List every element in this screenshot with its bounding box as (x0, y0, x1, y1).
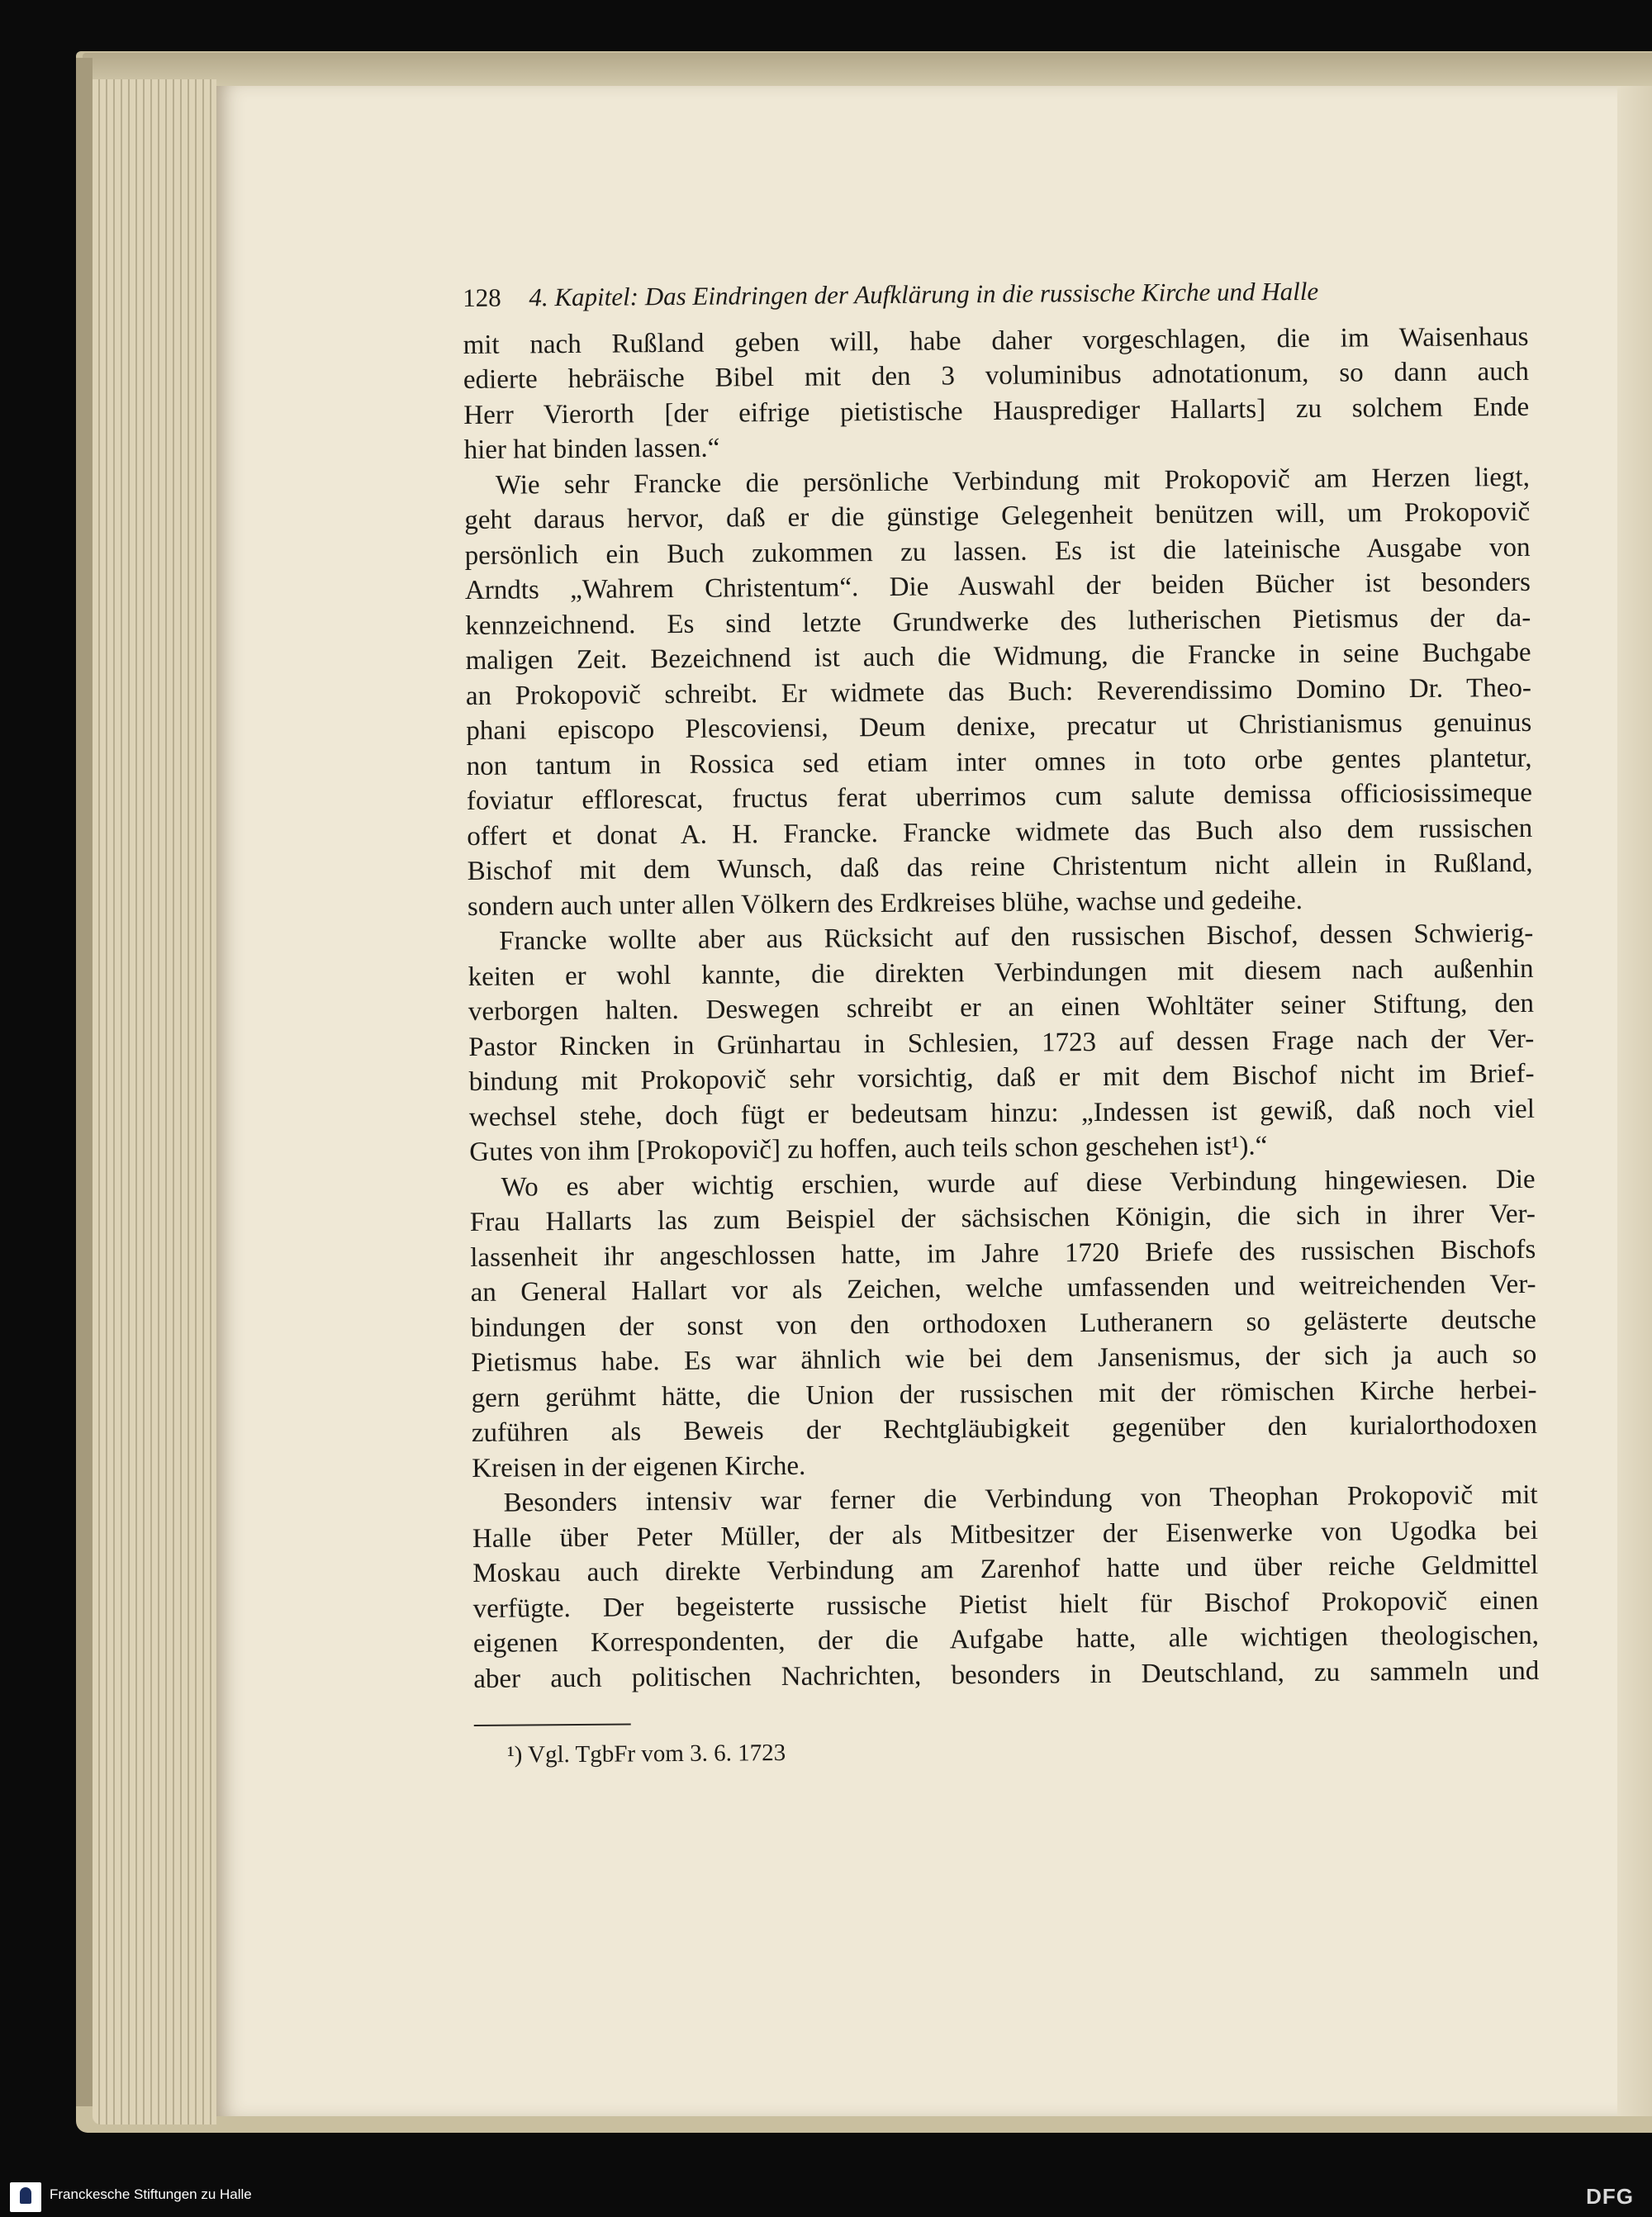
text-line: Frau Hallarts las zum Beispiel der sächsischen Königin, die sich in ihrer Ver- (469, 1199, 1536, 1237)
text-line: sondern auch unter allen Völkern des Erdkreises blühe, wachse und gedeihe. (467, 885, 1303, 922)
text-line: non tantum in Rossica sed etiam inter omnes in toto orbe gentes plantetur, (466, 743, 1532, 781)
page-stack-edges (93, 79, 216, 2124)
text-line: Francke wollte aber aus Rücksicht auf den russischen Bischof, dessen Schwierig- (499, 918, 1534, 957)
text-line: verborgen halten. Deswegen schreibt er an einen Wohltäter seiner Stiftung, den (468, 988, 1535, 1027)
text-line: maligen Zeit. Bezeichnend ist auch die Widmung, die Francke in seine Buchgabe (465, 637, 1531, 676)
logo-mark-icon (20, 2187, 31, 2204)
text-line: Pietismus habe. Es war ähnlich wie bei dem Jansenismus, der sich ja auch so (471, 1339, 1537, 1378)
text-line: Besonders intensiv war ferner die Verbindung von Theophan Prokopovič mit (503, 1479, 1538, 1518)
institution-name: Franckesche Stiftungen zu Halle (50, 2186, 252, 2202)
institution-logo-icon (10, 2182, 41, 2212)
running-head-title: 4. Kapitel: Das Eindringen der Aufklärung in die russische Kirche und Halle (529, 276, 1319, 312)
footnote-rule (474, 1723, 631, 1726)
text-line: phani episcopo Plescoviensi, Deum denixe, precatur ut Christianismus genuinus (466, 707, 1532, 746)
text-line: an Prokopovič schreibt. Er widmete das Buch: Reverendissimo Domino Dr. Theo- (465, 672, 1532, 711)
dfg-logo: DFG (1586, 2184, 1634, 2209)
page-right-edge (1617, 86, 1652, 2116)
viewer-footer-bar (0, 2176, 1652, 2217)
text-line: mit nach Rußland geben will, habe daher vorgeschlagen, die im Waisenhaus (463, 321, 1529, 360)
text-line: Arndts „Wahrem Christentum“. Die Auswahl der beiden Bücher ist besonders (464, 567, 1531, 605)
text-line: aber auch politischen Nachrichten, besonders in Deutschland, zu sammeln und (473, 1655, 1540, 1694)
text-line: eigenen Korrespondenten, der die Aufgabe hatte, alle wichtigen theologischen, (472, 1620, 1540, 1659)
text-line: Pastor Rincken in Grünhartau in Schlesien, 1723 auf dessen Frage nach der Ver- (468, 1023, 1535, 1062)
footnote: ¹) Vgl. TgbFr vom 3. 6. 1723 (506, 1739, 786, 1768)
text-line: Kreisen in der eigenen Kirche. (472, 1450, 806, 1484)
text-line: zuführen als Beweis der Rechtgläubigkeit gegenüber den kurialorthodoxen (471, 1409, 1538, 1448)
book-cover-strip (76, 58, 93, 2106)
text-line: gern gerühmt hätte, die Union der russischen mit der römischen Kirche herbei- (471, 1374, 1537, 1413)
text-line: bindungen der sonst von den orthodoxen Lutheranern so gelästerte deutsche (470, 1304, 1537, 1343)
text-line: edierte hebräische Bibel mit den 3 voluminibus adnotationum, so dann auch (463, 356, 1530, 395)
text-line: verfügte. Der begeisterte russische Pietist hielt für Bischof Prokopovič einen (472, 1585, 1539, 1624)
text-line: wechsel stehe, doch fügt er bedeutsam hinzu: „Indessen ist gewiß, daß noch viel (468, 1094, 1536, 1132)
text-line: Herr Vierorth [der eifrige pietistische Hausprediger Hallarts] zu solchem Ende (463, 392, 1530, 430)
text-line: Wie sehr Francke die persönliche Verbindung mit Prokopovič am Herzen liegt, (495, 462, 1531, 501)
text-line: an General Hallart vor als Zeichen, welche umfassenden und weitreichenden Ver- (470, 1269, 1536, 1308)
text-line: Moskau auch direkte Verbindung am Zarenhof hatte und über reiche Geldmittel (472, 1550, 1539, 1588)
text-line: hier hat binden lassen.“ (463, 433, 720, 465)
text-line: offert et donat A. H. Francke. Francke widmete das Buch also dem russischen (467, 813, 1533, 852)
running-header (463, 273, 1528, 316)
text-line: kennzeichnend. Es sind letzte Grundwerke des lutherischen Pietismus der da- (465, 602, 1531, 641)
text-line: keiten er wohl kannte, die direkten Verbindungen mit diesem nach außenhin (468, 953, 1534, 992)
text-line: persönlich ein Buch zukommen zu lassen. Es ist die lateinische Ausgabe von (464, 532, 1531, 571)
text-line: geht daraus hervor, daß er die günstige Gelegenheit benützen will, um Prokopovič (464, 496, 1531, 535)
text-line: foviatur efflorescat, fructus ferat uberrimos cum salute demissa officiosissimeque (466, 777, 1533, 816)
text-line: Gutes von ihm [Prokopovič] zu hoffen, auch teils schon geschehen ist¹).“ (469, 1131, 1268, 1167)
page-text-block (463, 273, 1540, 1773)
text-line: Bischof mit dem Wunsch, daß das reine Christentum nicht allein in Rußland, (467, 847, 1533, 886)
text-line: Halle über Peter Müller, der als Mitbesitzer der Eisenwerke von Ugodka bei (472, 1515, 1539, 1554)
text-line: bindung mit Prokopovič sehr vorsichtig, daß er mit dem Bischof nicht im Brief- (468, 1058, 1535, 1097)
text-line: lassenheit ihr angeschlossen hatte, im Jahre 1720 Briefe des russischen Bischofs (470, 1234, 1536, 1273)
text-line: Wo es aber wichtig erschien, wurde auf diese Verbindung hingewiesen. Die (501, 1164, 1536, 1203)
page-number: 128 (463, 282, 501, 312)
